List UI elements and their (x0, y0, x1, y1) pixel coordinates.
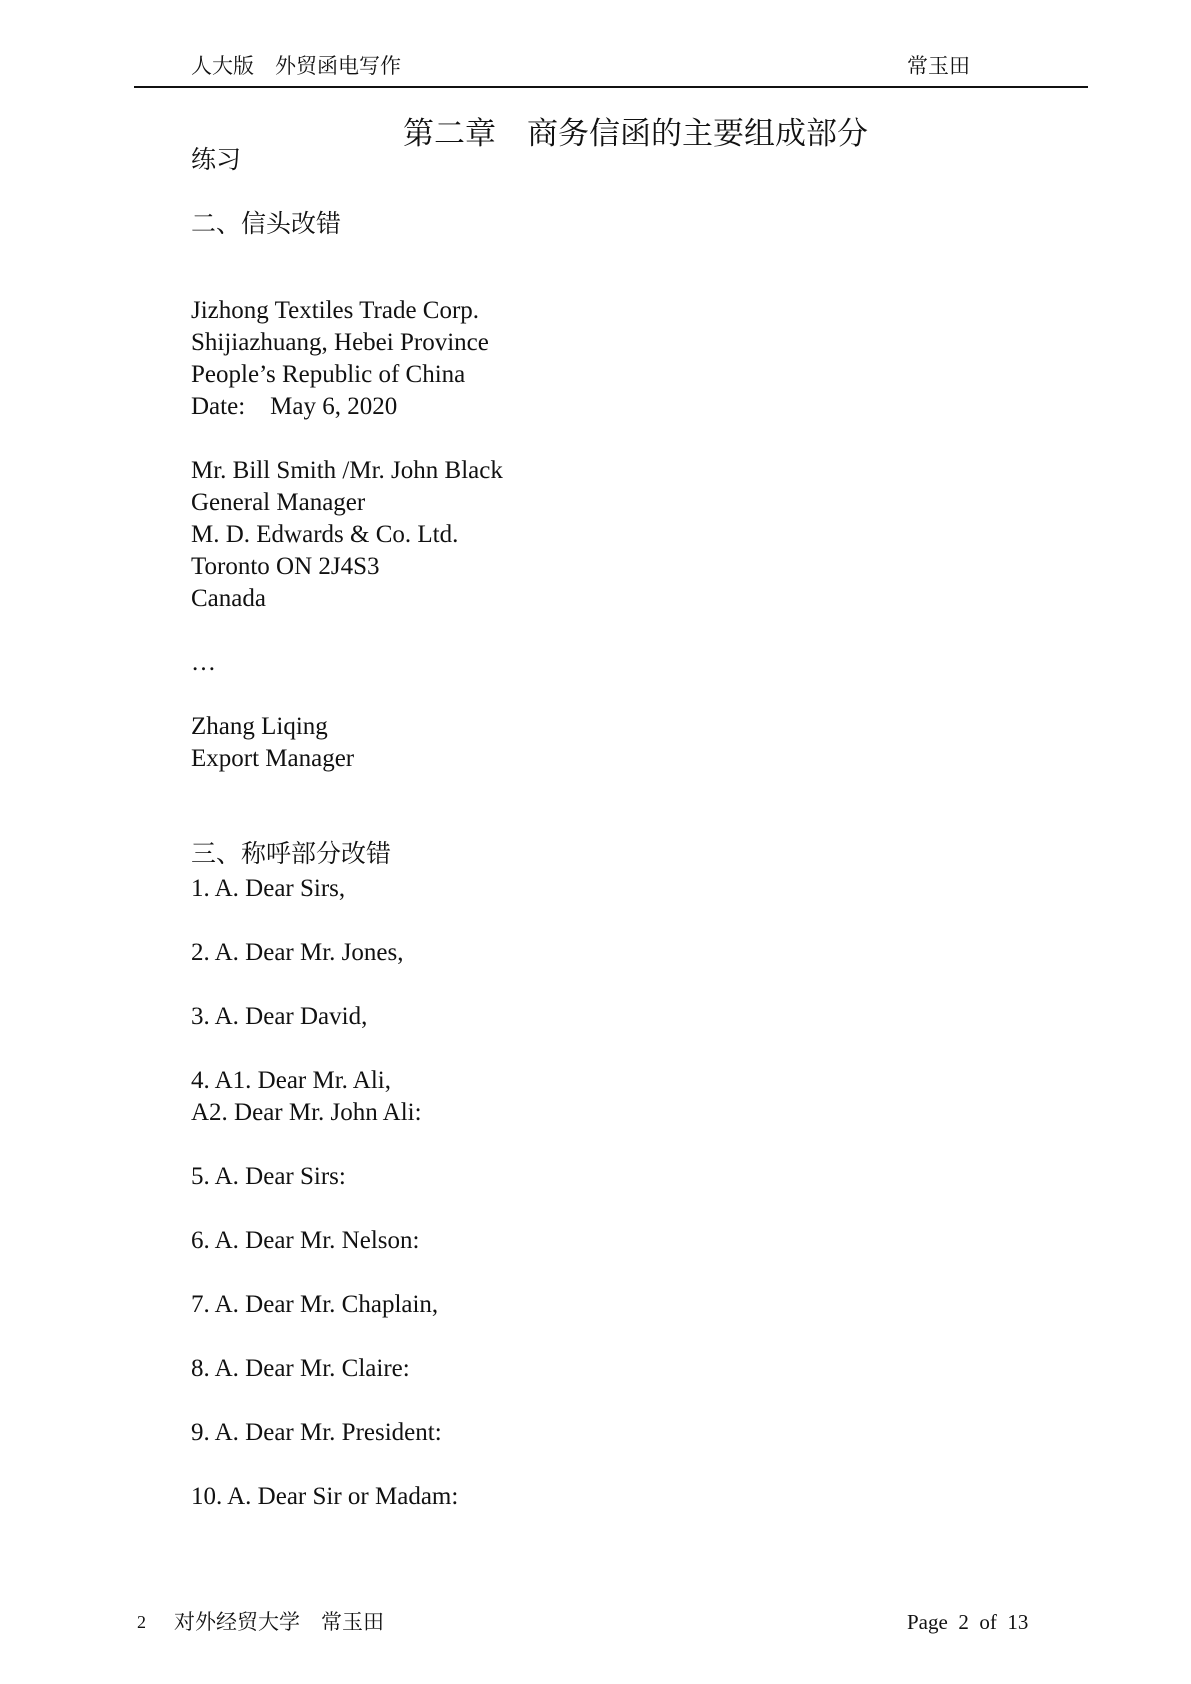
answer-line: 8. A. Dear Mr. Claire: (191, 1355, 410, 1382)
chapter-title: 第二章 商务信函的主要组成部分 (403, 116, 868, 151)
header-author: 常玉田 (907, 54, 970, 78)
answer-line: 6. A. Dear Mr. Nelson: (191, 1227, 420, 1254)
answer-line: A2. Dear Mr. John Ali: (191, 1099, 422, 1126)
answer-line: 10. A. Dear Sir or Madam: (191, 1483, 459, 1510)
answer-line: 5. A. Dear Sirs: (191, 1163, 346, 1190)
exercise-label: 练习 (191, 147, 242, 174)
sender-line: Jizhong Textiles Trade Corp. (191, 297, 480, 324)
footer-page-number: 2 (137, 1612, 146, 1632)
section-heading: 三、称呼部分改错 (191, 841, 392, 868)
recipient-line: General Manager (191, 489, 366, 516)
answer-line: 7. A. Dear Mr. Chaplain, (191, 1291, 439, 1318)
answer-line: 9. A. Dear Mr. President: (191, 1419, 442, 1446)
ellipsis: … (191, 649, 216, 676)
recipient-line: Canada (191, 585, 266, 612)
answer-line: 2. A. Dear Mr. Jones, (191, 939, 404, 966)
sender-line: Shijiazhuang, Hebei Province (191, 329, 489, 356)
recipient-line: Mr. Bill Smith /Mr. John Black (191, 457, 503, 484)
answer-line: 3. A. Dear David, (191, 1003, 368, 1030)
footer-page-label: Page 2 of 13 (907, 1610, 1029, 1634)
section-heading: 二、信头改错 (191, 211, 342, 238)
header-book-title: 人大版 外贸函电写作 (191, 54, 401, 78)
sender-line: People’s Republic of China (191, 361, 466, 388)
answer-line: 4. A1. Dear Mr. Ali, (191, 1067, 391, 1094)
header-rule (134, 86, 1088, 88)
recipient-line: Toronto ON 2J4S3 (191, 553, 380, 580)
answer-line: 1. A. Dear Sirs, (191, 875, 346, 902)
signature-line: Export Manager (191, 745, 355, 772)
recipient-line: M. D. Edwards & Co. Ltd. (191, 521, 459, 548)
footer-institution: 对外经贸大学 常玉田 (174, 1610, 384, 1634)
date-line: Date: May 6, 2020 (191, 393, 398, 420)
signature-line: Zhang Liqing (191, 713, 328, 740)
